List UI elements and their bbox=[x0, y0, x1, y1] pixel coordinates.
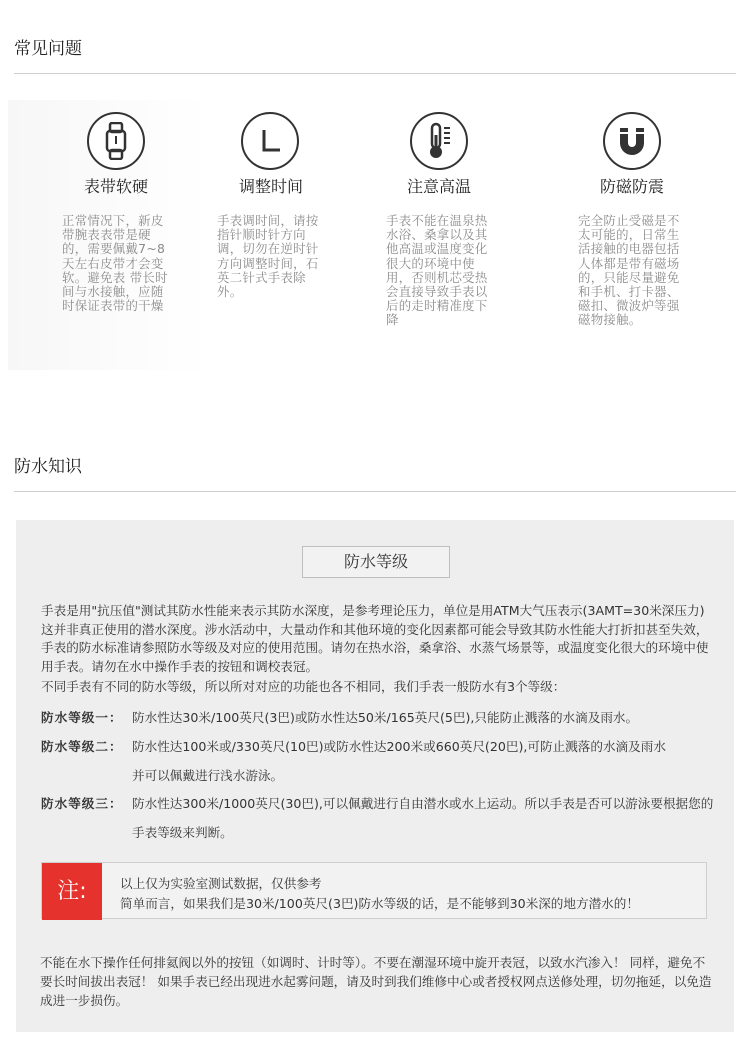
note-label: 注: bbox=[42, 863, 102, 920]
note-line-2: 简单而言，如果我们是30米/100英尺(3巴)防水等级的话，是不能够到30米深的地方潜水的！ bbox=[120, 896, 639, 911]
footer-paragraph: 不能在水下操作任何排氦阀以外的按钮（如调时、计时等）。不要在潮湿环境中旋开表冠，以致水汽渗入！ 同样，避免不要长时间拔出表冠！ 如果手表已经出现进水起雾问题，请及时到我们维修中心或者授权网点送修处理，切勿拖延，以免造成进一步损伤。 bbox=[40, 955, 712, 1008]
magnet-icon bbox=[603, 112, 661, 170]
grade-label: 防水等级二： bbox=[41, 739, 123, 754]
grade-heading: 防水等级 bbox=[302, 546, 450, 578]
watch-strap-icon bbox=[87, 112, 145, 170]
grade-text-continued: 并可以佩戴进行浅水游泳。 bbox=[132, 768, 284, 783]
grade-text: 防水性达100米或/330英尺(10巴)或防水性达200米或660英尺(20巴),可防止溅落的水滴及雨水 bbox=[132, 739, 666, 754]
grade-text: 防水性达300米/1000英尺(30巴),可以佩戴进行自由潜水或水上运动。所以手表是否可以游泳要根据您的 bbox=[132, 796, 714, 811]
time-adjust-icon bbox=[241, 112, 299, 170]
note-box bbox=[41, 862, 707, 919]
faq-item-title: 防磁防震 bbox=[599, 177, 664, 196]
faq-item-text: 手表不能在温泉热水浴、桑拿以及其他高温或温度变化很大的环境中使用，否则机芯受热会直接导致手表以后的走时精准度下降 bbox=[386, 213, 488, 328]
faq-item-title: 调整时间 bbox=[238, 177, 303, 196]
grade-label: 防水等级一： bbox=[41, 710, 123, 725]
grade-text-continued: 手表等级来判断。 bbox=[132, 825, 233, 840]
faq-item-text: 手表调时间，请按指针顺时针方向调，切勿在逆时针方向调整时间，石英二针式手表除外。 bbox=[217, 213, 319, 300]
waterproof-divider bbox=[14, 491, 736, 492]
grade-text: 防水性达30米/100英尺(3巴)或防水性达50米/165英尺(5巴),只能防止溅落的水滴及雨水。 bbox=[132, 710, 639, 725]
intro-grades-line: 不同手表有不同的防水等级，所以所对对应的功能也各不相同，我们手表一般防水有3个等级： bbox=[41, 679, 566, 694]
faq-section-title: 常见问题 bbox=[14, 39, 82, 59]
faq-item-title: 表带软硬 bbox=[83, 177, 148, 196]
waterproof-section-title: 防水知识 bbox=[14, 457, 82, 477]
faq-divider bbox=[14, 73, 736, 74]
grade-label: 防水等级三： bbox=[41, 796, 123, 811]
intro-paragraph: 手表是用"抗压值"测试其防水性能来表示其防水深度，是参考理论压力，单位是用ATM大气压表示(3AMT=30米深压力)这并非真正使用的潜水深度。涉水活动中，大量动作和其他环境的变化因素都可能会导致其防水性能大打折扣甚至失效，手表的防水标准请参照防水等级及对应的使用范围。请勿在热水浴，桑拿浴、水蒸气场景等，或温度变化很大的环境中使用手表。请勿在水中操作手表的按钮和调校表冠。 bbox=[41, 603, 709, 674]
faq-item-text: 正常情况下，新皮带腕表表带是硬的，需要佩戴7~8天左右皮带才会变软。避免表 带长时间与水接触，应随时保证表带的干燥 bbox=[62, 213, 168, 314]
thermometer-icon bbox=[410, 112, 468, 170]
faq-item-text: 完全防止受磁是不太可能的，日常生活接触的电器包括人体都是带有磁场的，只能尽量避免和手机、打卡器、磁扣、微波炉等强磁物接触。 bbox=[578, 213, 680, 328]
note-line-1: 以上仅为实验室测试数据，仅供参考 bbox=[120, 876, 322, 891]
faq-item-title: 注意高温 bbox=[406, 177, 471, 196]
